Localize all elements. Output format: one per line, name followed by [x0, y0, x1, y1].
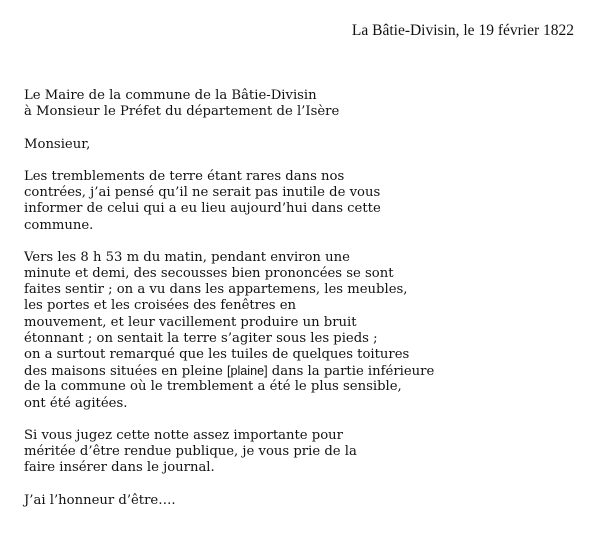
paragraph-3 [24, 428, 584, 477]
paragraph-2-line: on a surtout remarqué que les tuiles de quelques toitures [24, 347, 410, 362]
closing-line: J’ai l’honneur d’être…. [24, 492, 176, 508]
paragraph-2-line: étonnant ; on sentait la terre s’agiter sous les pieds ; [24, 330, 378, 346]
closing-block [24, 493, 584, 509]
salutation-block [24, 137, 584, 153]
sender-line: Le Maire de la commune de la Bâtie-Divisin [24, 88, 317, 103]
paragraph-2-line: Vers les 8 h 53 m du matin, pendant environ une [24, 249, 350, 265]
paragraph-3-line: faire insérer dans le journal. [24, 460, 215, 476]
paragraph-3-line: Si vous jugez cette notte assez importante pour [24, 427, 343, 443]
paragraph-2-line: faites sentir ; on a vu dans les appartemens, les meubles, [24, 282, 408, 298]
recipient-line: à Monsieur le Préfet du département de l’Isère [24, 104, 340, 120]
paragraph-2-line-with-correction [24, 363, 584, 379]
paragraph-2-line: de la commune où le tremblement a été le plus sensible, [24, 379, 402, 395]
salutation: Monsieur, [24, 136, 91, 152]
paragraph-2-line: les portes et les croisées des fenêtres en [24, 298, 297, 314]
line-8-end: dans la partie inférieure [267, 364, 435, 380]
paragraph-2-line: mouvement, et leur vacillement produire un bruit [24, 314, 357, 330]
paragraph-1-line: informer de celui qui a eu lieu aujourd’hui dans cette [24, 201, 381, 217]
paragraph-1-line: contrées, j’ai pensé qu’il ne serait pas inutile de vous [24, 185, 381, 201]
paragraph-2 [24, 250, 584, 412]
paragraph-1-line: commune. [24, 217, 94, 233]
paragraph-3-line: méritée d’être rendue publique, je vous prie de la [24, 444, 357, 460]
paragraph-2-line: minute et demi, des secousses bien prononcées se sont [24, 266, 394, 282]
paragraph-1-line: Les tremblements de terre étant rares dans nos [24, 168, 345, 184]
paragraph-1 [24, 169, 584, 234]
letter-body [24, 88, 584, 509]
editorial-correction: [plaine] [226, 364, 268, 379]
place-date-line: La Bâtie-Divisin, le 19 février 1822 [351, 22, 574, 39]
address-block [24, 88, 584, 120]
paragraph-2-line: ont été agitées. [24, 395, 128, 411]
line-8-start: des maisons situées en pleine [24, 364, 227, 380]
